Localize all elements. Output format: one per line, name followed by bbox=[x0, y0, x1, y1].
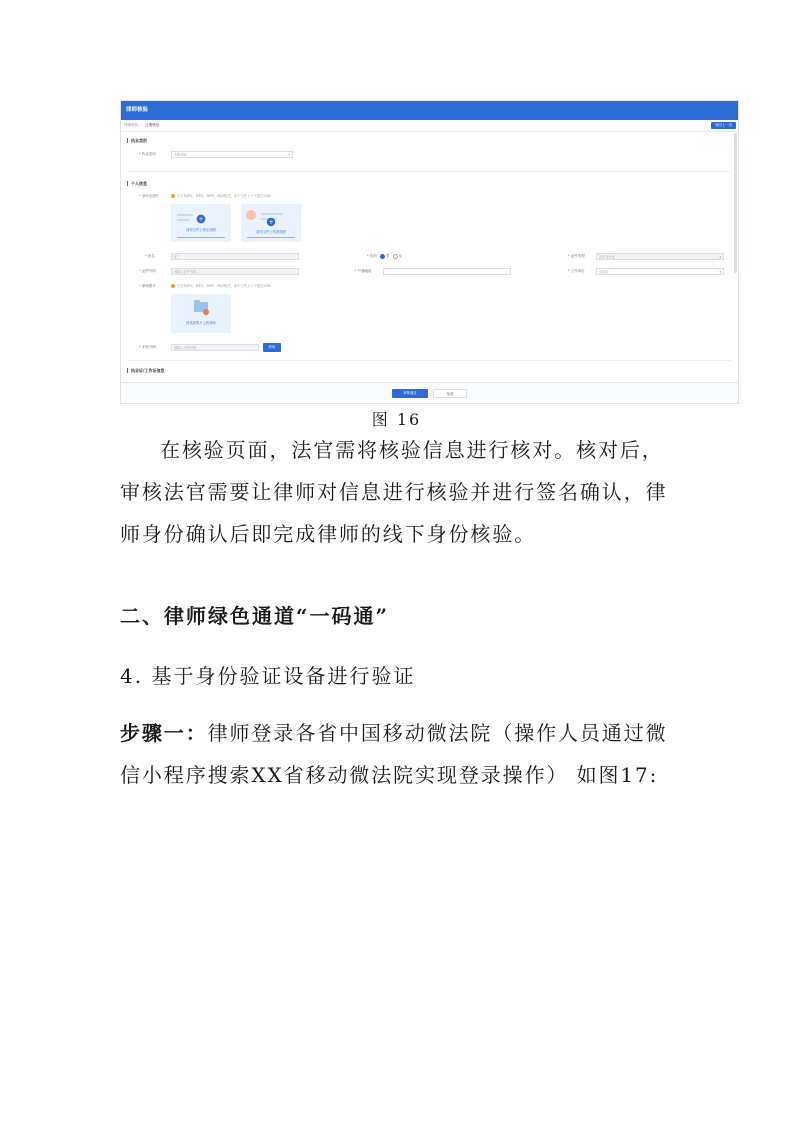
gender-female-radio[interactable] bbox=[393, 254, 398, 259]
id-front-card-text: 请将文件上传正面照 bbox=[186, 228, 216, 232]
figure-caption: 图 16 bbox=[371, 410, 422, 429]
id-photo-label: *身份证照片 bbox=[139, 194, 160, 198]
phone-input[interactable]: 请输入手机号码 bbox=[171, 344, 259, 351]
cancel-button[interactable]: 取消 bbox=[433, 389, 467, 398]
section-practice-title: 执业类别 bbox=[127, 138, 147, 143]
svg-text:+: + bbox=[198, 216, 204, 223]
license-upload-card[interactable] bbox=[171, 294, 231, 333]
breadcrumb-parent[interactable]: 律师核验 bbox=[124, 123, 139, 127]
work-unit-label: *工作单位 bbox=[568, 269, 585, 273]
id-back-upload-card[interactable] bbox=[241, 204, 301, 242]
scrollbar[interactable] bbox=[734, 133, 737, 273]
step-1-text: 律师登录各省中国移动微法院（操作人员通过微信小程序搜索XX省移动微法院实现登录操作） 如图17: bbox=[120, 721, 668, 787]
divider bbox=[127, 360, 732, 361]
name-label: *姓名 bbox=[145, 254, 155, 258]
breadcrumb-current: 注册核验 bbox=[145, 123, 160, 127]
upload-tip: 仅支持JPG、JPEG、BMP、PNG格式，单个文件大小不超过20M bbox=[171, 193, 271, 199]
gender-male-radio[interactable] bbox=[380, 254, 385, 259]
phone-label: *手机号码 bbox=[139, 345, 156, 349]
gender-female-text: 女 bbox=[398, 254, 402, 258]
breadcrumb bbox=[121, 120, 738, 132]
step-1-paragraph bbox=[120, 712, 676, 796]
section-heading: 二、律师绿色通道“一码通” bbox=[120, 604, 390, 628]
section-license-title: 执业证/工作证信息 bbox=[127, 368, 164, 373]
footer-bar bbox=[121, 382, 738, 403]
practice-type-label: *执业类别 bbox=[139, 152, 156, 156]
gender-male-text: 男 bbox=[385, 254, 390, 258]
confirm-button[interactable]: 审核通过 bbox=[392, 389, 428, 398]
id-back-card-text: 请将文件上传背面照 bbox=[256, 230, 286, 234]
sub-heading: 4. 基于身份验证设备进行验证 bbox=[120, 664, 416, 688]
cert-no-label: *证件号码 bbox=[139, 269, 156, 273]
embedded-screenshot bbox=[120, 100, 739, 404]
breadcrumb-separator: › bbox=[139, 123, 141, 127]
practice-type-select[interactable]: 专职律师 ▾ bbox=[171, 151, 293, 158]
send-code-button[interactable]: 获取 bbox=[263, 343, 281, 352]
paragraph-1-text: 在核验页面，法官需将核验信息进行核对。核对后，审核法官需要让律师对信息进行核验并进行签名确认，律师身份确认后即完成律师的线下身份核验。 bbox=[120, 438, 668, 546]
id-card-front-icon bbox=[171, 204, 231, 242]
license-photo-label: *律师照片 bbox=[139, 284, 156, 288]
address-label: *户籍地址 bbox=[355, 269, 372, 273]
window-title: 律师核验 bbox=[121, 101, 738, 120]
paragraph-1 bbox=[120, 429, 676, 555]
step-1-label: 步骤一： bbox=[120, 721, 208, 745]
name-input[interactable]: 张三 bbox=[171, 253, 299, 260]
gender-label: *性别 男 女 bbox=[367, 254, 402, 258]
chevron-down-icon: ▾ bbox=[288, 153, 290, 157]
back-button[interactable]: 返回上一页 bbox=[711, 122, 736, 129]
id-card-back-icon bbox=[241, 204, 301, 242]
cert-type-select[interactable]: 居民身份证 ▾ bbox=[596, 253, 724, 260]
chevron-down-icon: ▾ bbox=[719, 255, 721, 259]
work-unit-select[interactable]: 请选择 ▾ bbox=[596, 268, 724, 275]
warning-icon bbox=[171, 194, 175, 198]
license-card-text: 请选择图片上传律师 bbox=[186, 321, 216, 325]
id-front-upload-card[interactable] bbox=[171, 204, 231, 242]
cert-no-input[interactable]: 请输入证件号码 bbox=[171, 268, 299, 275]
cert-type-label: *证件类型 bbox=[568, 254, 585, 258]
chevron-down-icon: ▾ bbox=[719, 270, 721, 274]
folder-upload-icon bbox=[171, 294, 231, 333]
license-upload-tip: 仅支持JPG、JPEG、BMP、PNG格式，单个文件大小不超过20M bbox=[171, 283, 271, 289]
section-personal-title: 个人信息 bbox=[127, 181, 147, 186]
divider bbox=[127, 171, 732, 172]
address-input[interactable] bbox=[383, 268, 511, 275]
warning-icon bbox=[171, 284, 175, 288]
svg-text:+: + bbox=[268, 219, 274, 226]
